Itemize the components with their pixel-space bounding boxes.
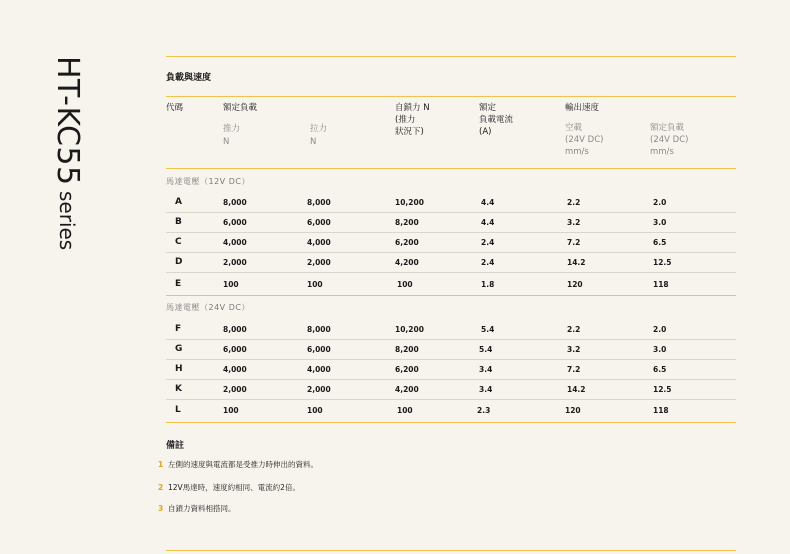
cell-lock: 8,200 [395,345,419,354]
cell-push: 6,000 [223,218,247,227]
cell-current: 2.3 [477,406,491,415]
cell-push: 8,000 [223,325,247,334]
cell-code: D [175,257,183,267]
cell-rated: 118 [653,406,669,415]
header-no-load-2: (24V DC) [565,135,604,145]
series-label: series [55,190,79,250]
cell-pull: 2,000 [307,385,331,394]
table-row [166,340,736,360]
cell-lock: 100 [397,406,413,415]
cell-pull: 100 [307,280,323,289]
cell-no-load: 2.2 [567,198,581,207]
cell-pull: 6,000 [307,218,331,227]
header-no-load-3: mm/s [565,147,589,157]
section-title: 負載與速度 [166,73,212,83]
cell-push: 4,000 [223,238,247,247]
cell-code: H [175,364,183,374]
cell-rated: 3.0 [653,345,667,354]
group-divider-rule [166,295,736,296]
group-label-12v: 馬達電壓（12V DC） [166,177,250,186]
cell-push: 4,000 [223,365,247,374]
header-push: 推力 [223,124,241,134]
header-rated-speed-2: (24V DC) [650,135,689,145]
cell-no-load: 14.2 [567,385,586,394]
header-no-load-1: 空載 [565,123,583,133]
cell-no-load: 14.2 [567,258,586,267]
cell-pull: 4,000 [307,238,331,247]
cell-current: 2.4 [481,258,495,267]
table-row [166,193,736,213]
cell-no-load: 3.2 [567,218,581,227]
cell-push: 2,000 [223,385,247,394]
header-rated-load: 額定負載 [223,103,258,113]
cell-current: 3.4 [479,385,493,394]
header-push-unit: N [223,137,230,147]
cell-no-load: 2.2 [567,325,581,334]
header-speed: 輸出速度 [565,103,600,113]
cell-rated: 2.0 [653,325,667,334]
header-self-lock-sub2: 狀況下) [395,127,424,137]
cell-lock: 8,200 [395,218,419,227]
cell-no-load: 3.2 [567,345,581,354]
cell-push: 100 [223,406,239,415]
cell-pull: 4,000 [307,365,331,374]
table-row [166,360,736,380]
table-row [166,275,736,295]
header-current-3: (A) [479,127,492,137]
cell-lock: 6,200 [395,238,419,247]
note-number: 1 [158,460,164,469]
notes-title: 備註 [166,441,185,451]
cell-lock: 4,200 [395,385,419,394]
cell-code: A [175,197,182,207]
cell-current: 4.4 [481,218,495,227]
cell-lock: 10,200 [395,325,424,334]
cell-rated: 12.5 [653,385,672,394]
cell-no-load: 120 [567,280,583,289]
cell-code: L [175,405,181,415]
footer-rule [166,550,736,551]
note-text: 左側的速度與電流都是受推力時伸出的資料。 [168,460,318,469]
cell-push: 2,000 [223,258,247,267]
note-item [158,503,236,514]
cell-pull: 6,000 [307,345,331,354]
header-pull-unit: N [310,137,317,147]
note-item [158,459,318,470]
table-row [166,320,736,340]
note-text: 自鎖力資料相搭同。 [168,504,236,513]
cell-lock: 100 [397,280,413,289]
cell-rated: 118 [653,280,669,289]
cell-no-load: 120 [565,406,581,415]
header-pull: 拉力 [310,124,328,134]
row-divider [166,399,736,400]
cell-no-load: 7.2 [567,365,581,374]
cell-current: 5.4 [479,345,493,354]
header-code: 代碼 [166,103,184,113]
top-rule [166,56,736,57]
cell-pull: 8,000 [307,325,331,334]
cell-no-load: 7.2 [567,238,581,247]
model-name: HT-KC55 [50,56,85,186]
table-row [166,380,736,400]
note-number: 3 [158,504,164,513]
cell-lock: 4,200 [395,258,419,267]
header-self-lock: 自鎖力 N [395,103,430,113]
header-rated-speed-3: mm/s [650,147,674,157]
cell-push: 8,000 [223,198,247,207]
cell-code: K [175,384,182,394]
cell-code: B [175,217,182,227]
table-row [166,213,736,233]
header-self-lock-sub1: (推力 [395,115,416,125]
cell-pull: 8,000 [307,198,331,207]
note-text: 12V馬達時，速度約相同、電流約2倍。 [168,483,300,492]
group-label-24v: 馬達電壓（24V DC） [166,303,250,312]
cell-current: 5.4 [481,325,495,334]
cell-current: 2.4 [481,238,495,247]
cell-rated: 6.5 [653,238,667,247]
cell-code: E [175,279,182,289]
note-item [158,482,300,493]
header-top-rule [166,96,736,97]
cell-rated: 3.0 [653,218,667,227]
row-divider [166,272,736,273]
product-title [50,56,85,250]
cell-push: 6,000 [223,345,247,354]
cell-lock: 10,200 [395,198,424,207]
cell-code: C [175,237,182,247]
table-row [166,233,736,253]
table-row [166,401,736,421]
cell-code: G [175,344,183,354]
table-row [166,253,736,273]
header-current-2: 負載電流 [479,115,514,125]
cell-rated: 2.0 [653,198,667,207]
cell-current: 3.4 [479,365,493,374]
cell-current: 1.8 [481,280,495,289]
cell-lock: 6,200 [395,365,419,374]
cell-rated: 12.5 [653,258,672,267]
note-number: 2 [158,483,164,492]
cell-current: 4.4 [481,198,495,207]
cell-push: 100 [223,280,239,289]
cell-pull: 2,000 [307,258,331,267]
table-bottom-rule [166,422,736,423]
cell-pull: 100 [307,406,323,415]
cell-rated: 6.5 [653,365,667,374]
header-bottom-rule [166,168,736,169]
header-rated-speed-1: 額定負載 [650,123,685,133]
cell-code: F [175,324,182,334]
header-current-1: 額定 [479,103,497,113]
